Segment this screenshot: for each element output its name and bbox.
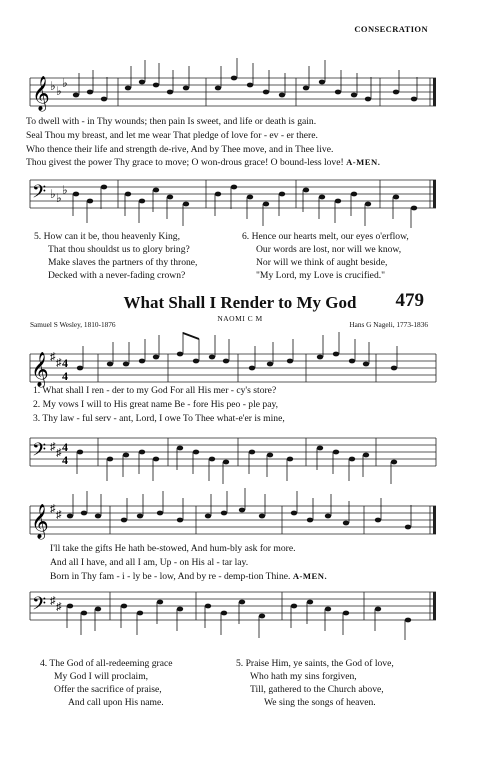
svg-text:♭: ♭ — [62, 76, 68, 90]
author-credit: Hans G Nageli, 1773-1836 — [349, 320, 428, 329]
svg-text:𝄞: 𝄞 — [31, 504, 49, 539]
system2-bass-staff — [0, 582, 480, 640]
svg-text:♯: ♯ — [56, 447, 62, 459]
lyric-line: Seal Thou my breast, and let me wear That pledge of love for - ev - er there. — [26, 129, 318, 141]
svg-text:4: 4 — [62, 369, 68, 383]
lyric-line: Born in Thy fam - i - ly be - low, And by re - demp-tion Thine. A-MEN. — [50, 570, 328, 582]
svg-text:♭: ♭ — [62, 183, 68, 197]
lyric-line: Who thence their life and strength de-rive, And by Thee move, and in Thee live. — [26, 143, 334, 155]
top-treble-staff — [0, 58, 480, 118]
svg-text:𝄢: 𝄢 — [32, 594, 47, 619]
composer-credit: Samuel S Wesley, 1810-1876 — [30, 320, 116, 329]
stanza-4: 4. The God of all-redeeming grace My God I will proclaim, Offer the sacrifice of praise, And call upon His name. — [40, 658, 173, 708]
svg-text:♭: ♭ — [56, 84, 62, 98]
system2-lyrics — [50, 542, 327, 583]
hymn-title: What Shall I Render to My God — [123, 293, 357, 312]
system2-treble-staff — [0, 486, 480, 544]
lyric-line: Thou givest the power Thy grace to move; O won-drous grace! O bound-less love! A-MEN. — [26, 157, 381, 169]
svg-text:♯: ♯ — [56, 509, 62, 521]
svg-text:𝄢: 𝄢 — [32, 440, 47, 465]
svg-text:♭: ♭ — [50, 79, 56, 93]
top-stanza-6: 6. Hence our hearts melt, our eyes o'erflow, Our words are lost, nor will we know, Nor will we think of aught beside, "My Lord, my Love is crucified." — [242, 231, 409, 281]
svg-text:♭: ♭ — [56, 191, 62, 205]
lyric-line: And all I have, and all I am, Up - on His al - tar lay. — [50, 556, 249, 568]
lyric-line: 2. My vows I will to His great name Be - fore His peo - ple pay, — [33, 398, 279, 410]
lyric-line: 1. What shall I ren - der to my God For all His mer - cy's store? — [33, 385, 277, 396]
top-stanza-5: 5. How can it be, thou heavenly King, That thou shouldst us to glory bring? Make slaves the partners of thy throne, Decked with a never-fading crown? — [34, 231, 198, 281]
svg-text:♭: ♭ — [50, 187, 56, 201]
svg-text:♯: ♯ — [50, 351, 56, 363]
system1-bass-staff — [0, 430, 480, 486]
svg-text:𝄞: 𝄞 — [32, 76, 50, 111]
svg-text:4: 4 — [62, 356, 68, 370]
top-hymn-lyrics — [26, 115, 380, 170]
section-label: CONSECRATION — [354, 24, 428, 34]
stanza-5: 5. Praise Him, ye saints, the God of love, Who hath my sins forgiven, Till, gathered to the Church above, We sing the songs of heaven. — [236, 658, 394, 708]
lyric-line: I'll take the gifts He hath be-stowed, And hum-bly ask for more. — [50, 543, 296, 554]
lyric-line: 3. Thy law - ful serv - ant, Lord, I owe To Thee what-e'er is mine, — [33, 412, 285, 424]
tune-name: NAOMI C M — [217, 314, 263, 323]
hymn-number: 479 — [395, 290, 424, 311]
svg-text:♯: ♯ — [50, 441, 56, 453]
svg-text:𝄢: 𝄢 — [32, 182, 47, 207]
svg-text:♯: ♯ — [50, 503, 56, 515]
system1-lyrics — [33, 384, 285, 425]
system1-treble-staff — [0, 332, 480, 390]
top-bass-staff — [0, 168, 480, 228]
svg-text:4: 4 — [62, 440, 68, 454]
amen-label: A-MEN. — [292, 570, 328, 581]
svg-text:4: 4 — [62, 453, 68, 467]
lyric-line: To dwell with - in Thy wounds; then pain Is sweet, and life or death is gain. — [26, 116, 317, 127]
svg-text:♯: ♯ — [56, 601, 62, 613]
amen-label: A-MEN. — [346, 157, 381, 168]
svg-text:♯: ♯ — [56, 357, 62, 369]
svg-text:♯: ♯ — [50, 595, 56, 607]
svg-text:𝄞: 𝄞 — [31, 352, 49, 387]
